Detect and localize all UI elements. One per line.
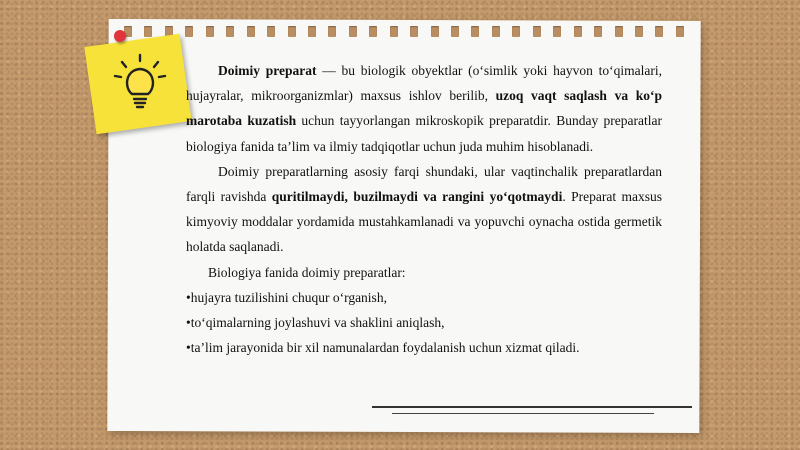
- punch-hole: [144, 26, 152, 37]
- push-pin-icon: [114, 30, 126, 42]
- punch-hole: [410, 26, 418, 37]
- punch-hole: [574, 26, 582, 37]
- punch-hole: [308, 26, 316, 37]
- punch-hole: [267, 26, 275, 37]
- punch-hole: [635, 26, 643, 37]
- punch-hole: [615, 26, 623, 37]
- spiral-holes: [124, 26, 684, 38]
- punch-hole: [594, 26, 602, 37]
- paragraph-list-intro: [186, 260, 662, 285]
- punch-hole: [431, 26, 439, 37]
- punch-hole: [492, 26, 500, 37]
- punch-hole: [206, 26, 214, 37]
- paragraph-difference: [186, 159, 662, 260]
- paragraph-text: uchun tayyorlangan mikroskopik preparatdir. Bunday preparatlar biologiya fanida ta’lim va ilmiy tadqiqotlar uchun juda muhim hisoblanadi.: [186, 113, 663, 154]
- term-doimiy-preparat: Doimiy preparat: [218, 63, 317, 78]
- paragraph-text: . Preparat maxsus kimyoviy moddalar yordamida mustahkamlanadi va yopuvchi oynacha ostida germetik holatda saqlanadi.: [186, 189, 662, 255]
- punch-hole: [676, 26, 684, 37]
- punch-hole: [512, 26, 520, 37]
- list-item: •hujayra tuzilishini chuqur o‘rganish,: [186, 289, 387, 305]
- punch-hole: [288, 26, 296, 37]
- punch-hole: [553, 26, 561, 37]
- list-item: •ta’lim jarayonida bir xil namunalardan foydalanish uchun xizmat qiladi.: [186, 340, 580, 356]
- emphasis-text: uzoq vaqt saqlash va ko‘p marotaba kuzatish: [186, 88, 662, 129]
- signature-line: [372, 406, 692, 408]
- list-intro-text: Biologiya fanida doimiy preparatlar:: [208, 264, 406, 280]
- punch-hole: [226, 26, 234, 37]
- punch-hole: [369, 26, 377, 37]
- punch-hole: [185, 26, 193, 37]
- bullet-list: [186, 285, 662, 361]
- signature-line: [392, 413, 654, 414]
- punch-hole: [533, 26, 541, 37]
- punch-hole: [328, 26, 336, 37]
- paragraph-text: Doimiy preparatlarning asosiy farqi shundaki, ular vaqtinchalik preparatlardan farqli ravishda: [186, 163, 662, 205]
- paragraph-text: — bu biologik obyektlar (o‘simlik yoki hayvon to‘qimalari, hujayralar, mikroorganizmlar) maxsus ishlov berilib,: [186, 63, 662, 104]
- emphasis-text: quritilmaydi, buzilmaydi va rangini yo‘qotmaydi: [271, 189, 563, 205]
- list-item: •to‘qimalarning joylashuvi va shaklini aniqlash,: [186, 315, 445, 331]
- punch-hole: [451, 26, 459, 37]
- punch-hole: [349, 26, 357, 37]
- lightbulb-icon: [110, 52, 170, 112]
- punch-hole: [471, 26, 479, 37]
- punch-hole: [390, 26, 398, 37]
- punch-hole: [247, 26, 255, 37]
- paragraph-definition: [186, 58, 662, 159]
- document-body: [186, 58, 662, 360]
- punch-hole: [655, 26, 663, 37]
